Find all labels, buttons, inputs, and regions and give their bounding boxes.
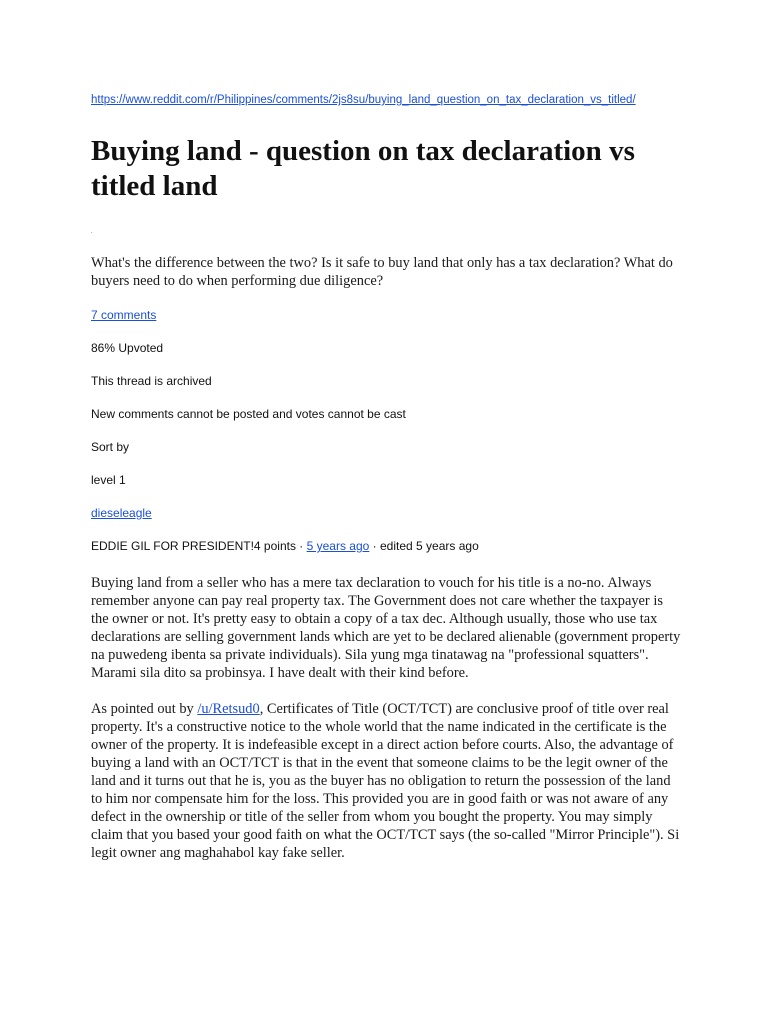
comment-paragraph-1: Buying land from a seller who has a mere tax declaration to vouch for his title is a no-no. Always remember anyone can pay real property tax. The Government does not care whether the taxpayer is the owner or not. It's pretty easy to obtain a copy of a tax dec. Although usually, those who use tax declarations are selling government lands which are yet to be declared alienable (government property na puwedeng ibenta sa private individuals). Sila yung mga tinatawag na "professional squatters". Marami sila dito sa probinsya. I have dealt with their kind before. [91,575,681,681]
comment-meta-row [91,538,681,554]
comment-time-link[interactable]: 5 years ago [306,539,370,553]
comment-level: level 1 [91,473,126,487]
archived-note: New comments cannot be posted and votes cannot be cast [91,407,406,421]
user-mention-link[interactable]: /u/Retsud0 [197,701,260,717]
upvoted-percentage: 86% Upvoted [91,341,164,355]
comment-author-row [91,505,681,521]
user-flair: EDDIE GIL FOR PRESIDENT! [91,539,254,553]
separator-dot: . [91,229,93,235]
comment-author-link[interactable]: dieseleagle [91,506,152,520]
comment-paragraph-2-rest: , Certificates of Title (OCT/TCT) are conclusive proof of title over real property. It's a constructive notice to the whole world that the name indicated in the certificate is the owner of the property. It is indefeasible except in a direct action before courts. Also, the advantage of buying a land with an OCT/TCT is that in the event that someone claims to be the legit owner of the land and it turns out that he is, you as the buyer has no obligation to return the possession of the land to him nor compensate him for the loss. This provided you are in good faith or was not aware of any defect in the ownership or title of the seller from whom you bought the property. You may simply claim that you based your good faith on what the OCT/TCT says (the so-called "Mirror Principle"). Si legit owner ang maghahabol kay fake seller. [91,701,680,861]
source-url-link[interactable]: https://www.reddit.com/r/Philippines/comments/2js8su/buying_land_question_on_tax_declaration_vs_titled/ [91,94,636,106]
post-title: Buying land - question on tax declaration vs titled land [91,135,635,202]
document-page [91,92,681,862]
comment-points: 4 points · [253,539,307,553]
comments-link[interactable]: 7 comments [91,308,157,322]
post-body: What's the difference between the two? Is it safe to buy land that only has a tax declaration? What do buyers need to do when performing due diligence? [91,255,673,289]
comment-edited: · edited 5 years ago [369,539,479,553]
sort-by-label[interactable]: Sort by [91,440,130,454]
comments-count-row [91,307,681,323]
comment-paragraph-2 [91,700,681,862]
comment-paragraph-2-prefix: As pointed out by [91,701,198,717]
archived-status: This thread is archived [91,374,212,388]
